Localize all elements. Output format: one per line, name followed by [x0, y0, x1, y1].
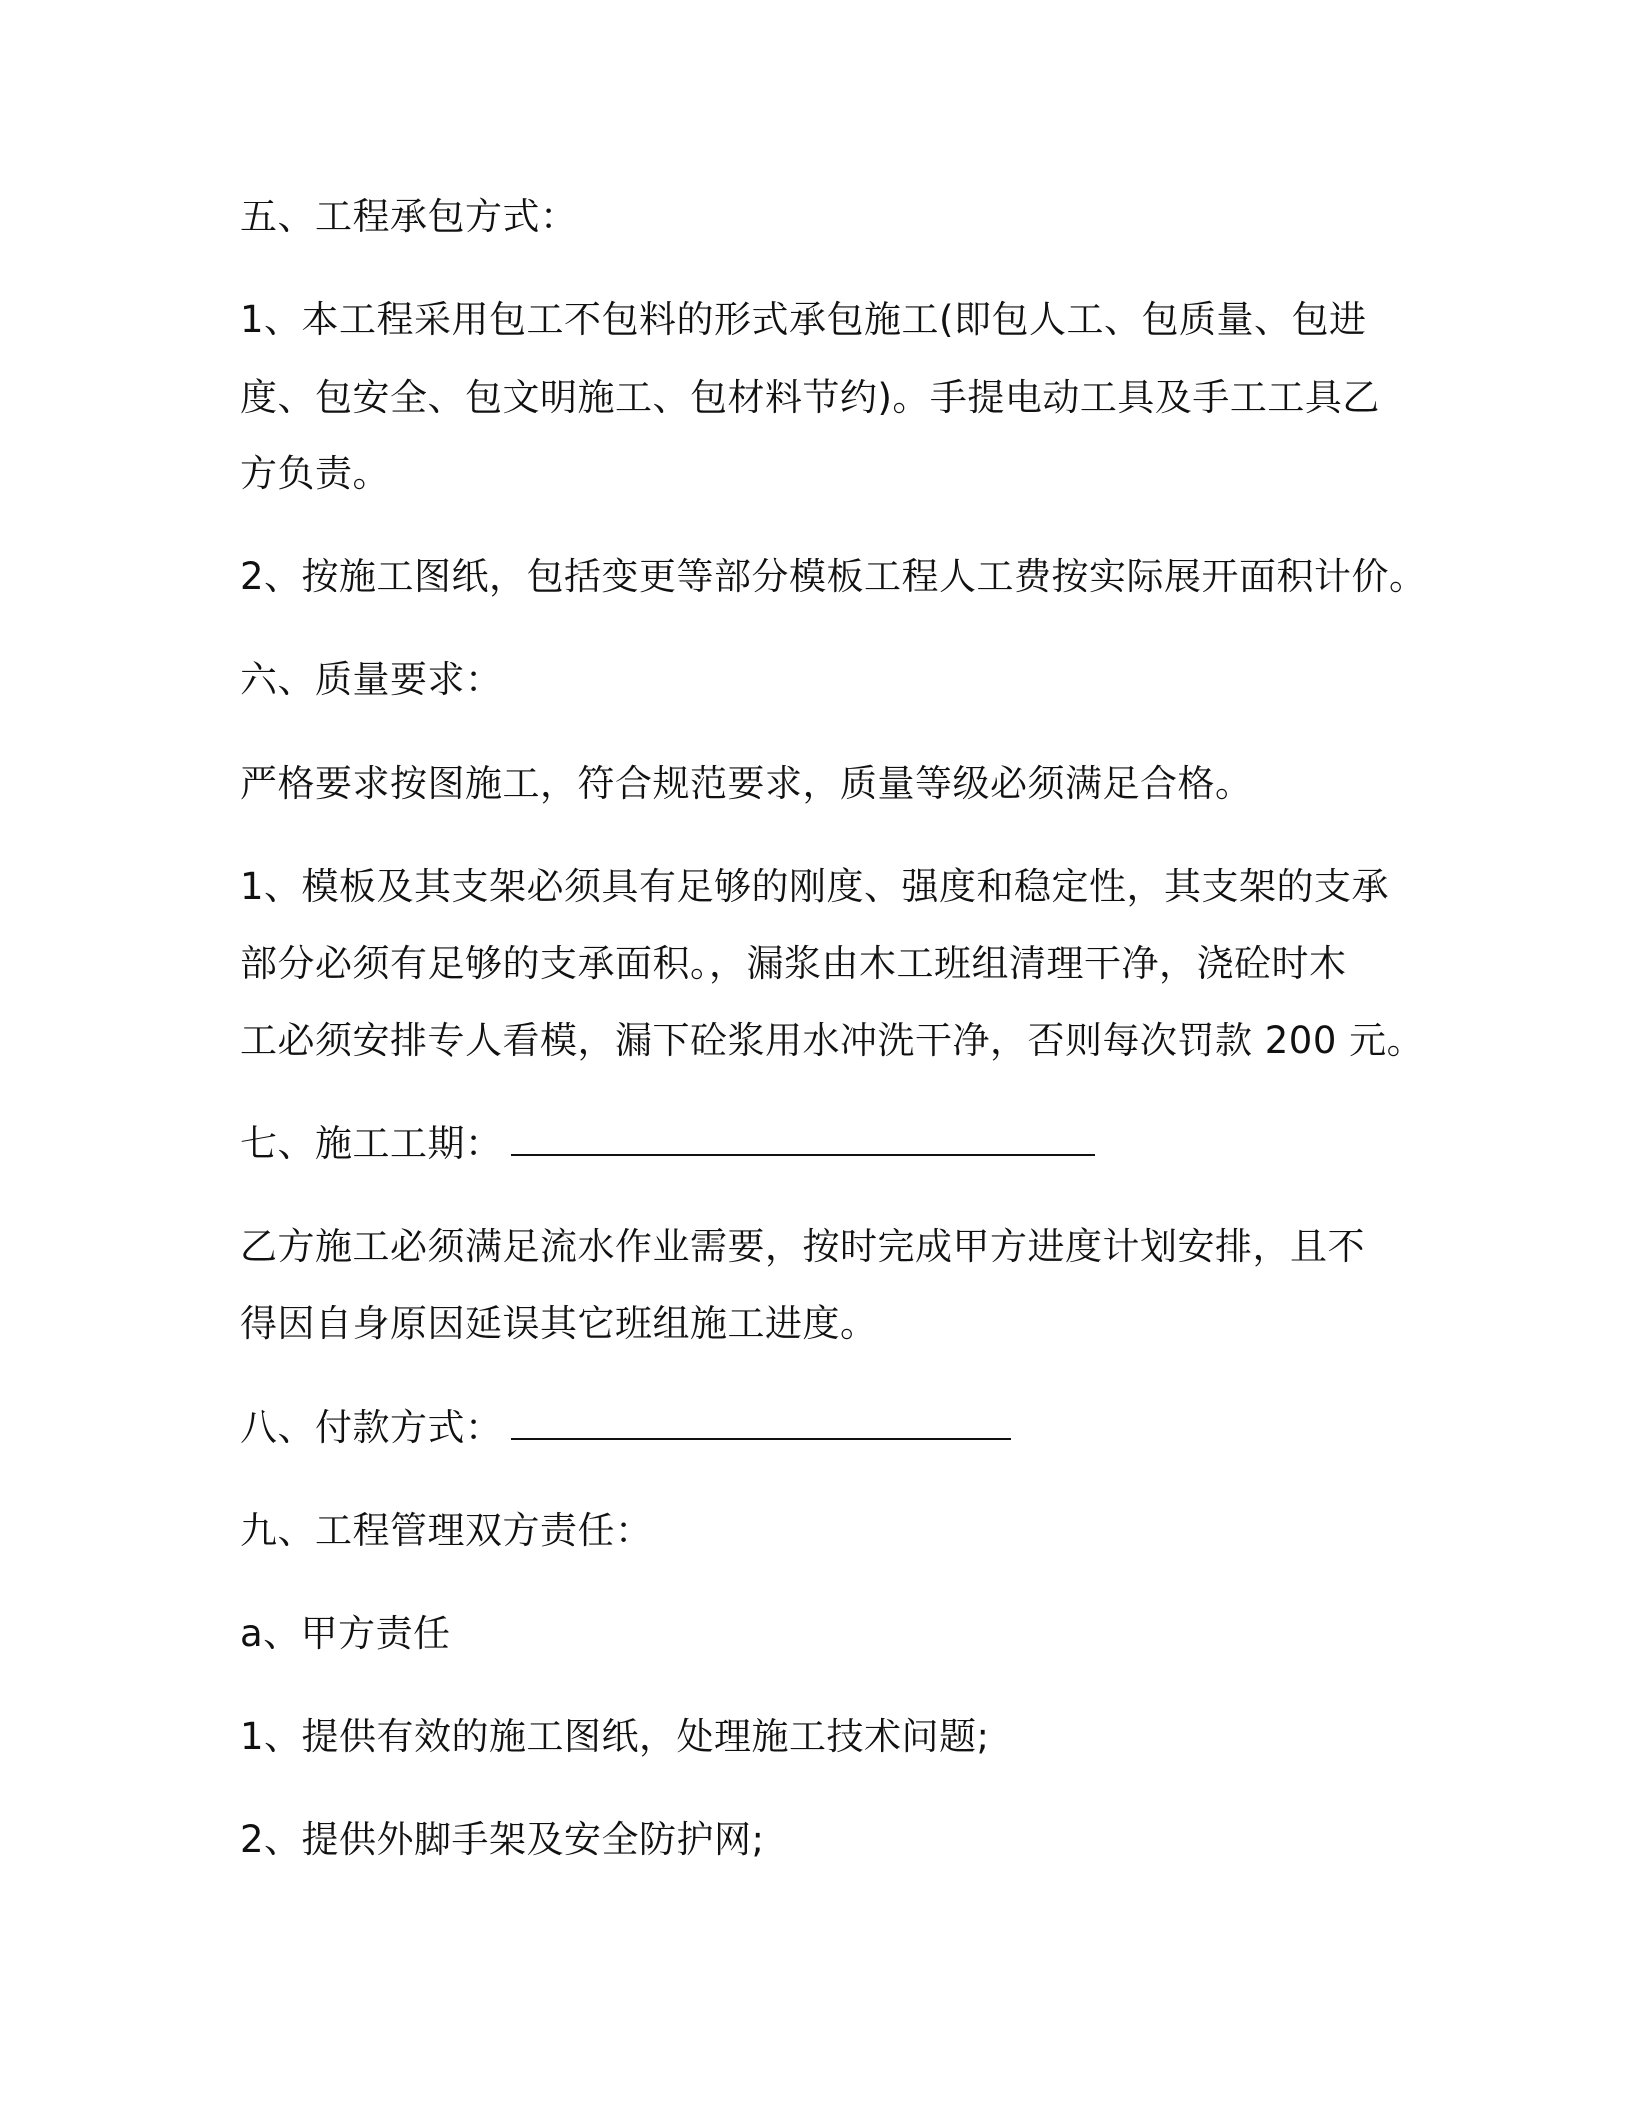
- section-8-blank-line: [511, 1404, 1011, 1440]
- section-9-heading: 九、工程管理双方责任：: [240, 1509, 653, 1552]
- section-9-item-1: 1、提供有效的施工图纸，处理施工技术问题;: [240, 1715, 990, 1758]
- section-7-blank-line: [511, 1120, 1095, 1156]
- section-8-row: [240, 1404, 1011, 1452]
- section-5-item-1-line-3: 方负责。: [240, 452, 390, 495]
- section-6-heading: 六、质量要求：: [240, 658, 503, 701]
- section-7-row: [240, 1120, 1095, 1168]
- section-5-item-2: 2、按施工图纸，包括变更等部分模板工程人工费按实际展开面积计价。: [240, 555, 1427, 598]
- section-6-item-1-line-2: 部分必须有足够的支承面积。，漏浆由木工班组清理干净，浇砼时木: [240, 942, 1347, 985]
- section-9-item-2: 2、提供外脚手架及安全防护网;: [240, 1818, 765, 1861]
- section-5-heading: 五、工程承包方式：: [240, 195, 578, 238]
- section-5-item-1-line-2: 度、包安全、包文明施工、包材料节约)。手提电动工具及手工工具乙: [240, 376, 1380, 419]
- section-5-item-1-line-1: 1、本工程采用包工不包料的形式承包施工(即包人工、包质量、包进: [240, 298, 1367, 341]
- section-7-text-line-2: 得因自身原因延误其它班组施工进度。: [240, 1302, 878, 1345]
- section-6-item-1-line-3: 工必须安排专人看模，漏下砼浆用水冲洗干净，否则每次罚款 200 元。: [240, 1019, 1425, 1062]
- section-6-intro: 严格要求按图施工，符合规范要求，质量等级必须满足合格。: [240, 762, 1253, 805]
- section-8-heading: 八、付款方式：: [240, 1406, 503, 1449]
- section-7-heading: 七、施工工期：: [240, 1122, 503, 1165]
- section-7-text-line-1: 乙方施工必须满足流水作业需要，按时完成甲方进度计划安排，且不: [240, 1225, 1365, 1268]
- section-9-sub-a: a、甲方责任: [240, 1612, 451, 1655]
- section-6-item-1-line-1: 1、模板及其支架必须具有足够的刚度、强度和稳定性，其支架的支承: [240, 865, 1390, 908]
